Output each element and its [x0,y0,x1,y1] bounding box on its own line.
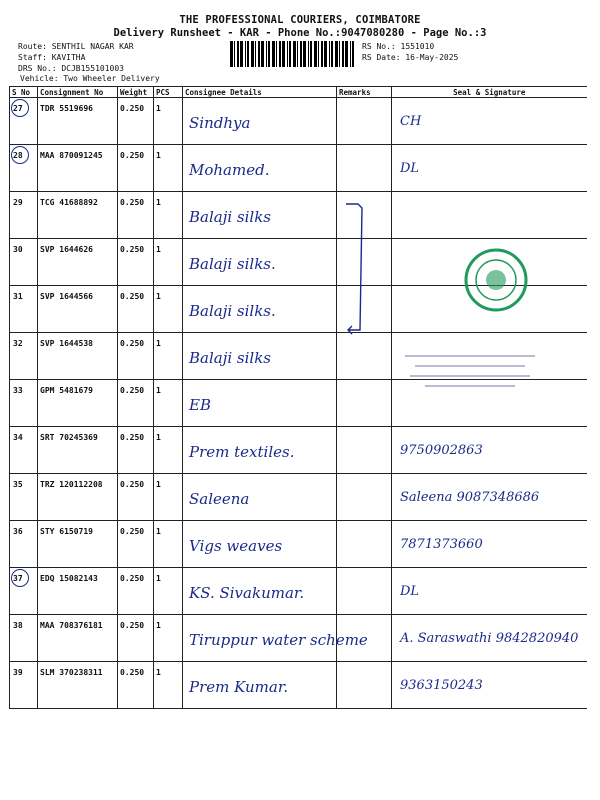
row-consignment-no: GPM 5481679 [38,380,118,427]
row-sno: 27 [10,98,38,145]
row-consignment-no: SVP 1644538 [38,333,118,380]
circle-mark-icon [11,99,29,117]
row-seal-signature: DL [392,568,587,615]
row-pcs: 1 [154,521,183,568]
row-seal-signature: 9750902863 [392,427,587,474]
row-weight: 0.250 [118,474,154,521]
route-label: Route: SENTHIL NAGAR KAR [18,42,134,51]
table-header-row [10,87,587,98]
row-weight: 0.250 [118,427,154,474]
row-remarks [337,521,392,568]
row-consignee-details: EB [183,380,337,427]
row-consignment-no: TRZ 120112208 [38,474,118,521]
row-pcs: 1 [154,192,183,239]
row-sno: 37 [10,568,38,615]
row-sno: 34 [10,427,38,474]
row-sno: 32 [10,333,38,380]
row-sno: 35 [10,474,38,521]
row-remarks [337,380,392,427]
row-remarks [337,662,392,709]
row-seal-signature: 9363150243 [392,662,587,709]
document-title: THE PROFESSIONAL COURIERS, COIMBATORE [179,14,421,26]
meta-left [18,41,134,74]
row-pcs: 1 [154,474,183,521]
col-consignee: Consignee Details [183,87,337,98]
table-row [10,427,587,474]
col-seal: Seal & Signature [392,87,587,98]
row-consignment-no: SVP 1644626 [38,239,118,286]
table-row [10,615,587,662]
row-consignment-no: TCG 41688892 [38,192,118,239]
drs-number: DRS No.: DCJB155101003 [18,64,124,73]
row-consignment-no: TDR 5519696 [38,98,118,145]
row-pcs: 1 [154,333,183,380]
table-row [10,568,587,615]
row-sno: 36 [10,521,38,568]
row-consignee-details: Prem textiles. [183,427,337,474]
row-consignee-details: Balaji silks. [183,239,337,286]
remarks-bracket-icon [340,200,370,340]
table-row [10,98,587,145]
table-row [10,521,587,568]
rs-number: RS No.: 1551010 [362,42,435,51]
row-pcs: 1 [154,286,183,333]
row-sno: 28 [10,145,38,192]
row-sno: 30 [10,239,38,286]
row-pcs: 1 [154,427,183,474]
row-seal-signature: 7871373660 [392,521,587,568]
row-sno: 38 [10,615,38,662]
row-weight: 0.250 [118,98,154,145]
row-consignment-no: MAA 708376181 [38,615,118,662]
row-consignment-no: SLM 370238311 [38,662,118,709]
row-pcs: 1 [154,662,183,709]
col-consignment: Consignment No [38,87,118,98]
table-row [10,662,587,709]
row-remarks [337,568,392,615]
col-remarks: Remarks [337,87,392,98]
row-remarks [337,474,392,521]
row-consignee-details: KS. Sivakumar. [183,568,337,615]
table-row [10,145,587,192]
row-remarks [337,427,392,474]
company-seal-icon [462,246,530,314]
table-row [10,192,587,239]
row-seal-signature [392,192,587,239]
office-stamp-icon [395,342,545,402]
row-consignee-details: Tiruppur water scheme [183,615,337,662]
row-sno: 31 [10,286,38,333]
meta-right [362,41,458,63]
row-weight: 0.250 [118,615,154,662]
col-pcs: PCS [154,87,183,98]
col-weight: Weight [118,87,154,98]
row-weight: 0.250 [118,521,154,568]
row-consignee-details: Sindhya [183,98,337,145]
row-consignee-details: Saleena [183,474,337,521]
row-consignee-details: Mohamed. [183,145,337,192]
row-pcs: 1 [154,145,183,192]
row-sno: 39 [10,662,38,709]
rs-date: RS Date: 16-May-2025 [362,53,459,62]
row-consignment-no: STY 6150719 [38,521,118,568]
document-subtitle: Delivery Runsheet - KAR - Phone No.:9047080280 - Page No.:3 [113,27,487,39]
row-pcs: 1 [154,380,183,427]
barcode-icon [230,41,354,67]
row-seal-signature: CH [392,98,587,145]
staff-label: Staff: KAVITHA [18,53,86,62]
row-sno: 29 [10,192,38,239]
row-pcs: 1 [154,615,183,662]
row-consignee-details: Prem Kumar. [183,662,337,709]
table-row [10,474,587,521]
col-sno: S No [10,87,38,98]
row-consignee-details: Vigs weaves [183,521,337,568]
row-consignee-details: Balaji silks. [183,286,337,333]
row-consignee-details: Balaji silks [183,192,337,239]
vehicle-label: Vehicle: Two Wheeler Delivery [20,74,160,83]
row-weight: 0.250 [118,239,154,286]
row-consignment-no: EDQ 15082143 [38,568,118,615]
row-seal-signature: Saleena 9087348686 [392,474,587,521]
row-weight: 0.250 [118,145,154,192]
circle-mark-icon [11,569,29,587]
row-weight: 0.250 [118,286,154,333]
row-pcs: 1 [154,98,183,145]
circle-mark-icon [11,146,29,164]
row-consignment-no: MAA 870091245 [38,145,118,192]
row-consignment-no: SRT 70245369 [38,427,118,474]
row-pcs: 1 [154,568,183,615]
row-weight: 0.250 [118,380,154,427]
row-consignment-no: SVP 1644566 [38,286,118,333]
row-seal-signature: A. Saraswathi 9842820940 [392,615,587,662]
row-remarks [337,98,392,145]
row-sno: 33 [10,380,38,427]
row-seal-signature: DL [392,145,587,192]
row-weight: 0.250 [118,192,154,239]
row-remarks [337,145,392,192]
row-weight: 0.250 [118,333,154,380]
row-consignee-details: Balaji silks [183,333,337,380]
row-weight: 0.250 [118,568,154,615]
row-pcs: 1 [154,239,183,286]
row-weight: 0.250 [118,662,154,709]
